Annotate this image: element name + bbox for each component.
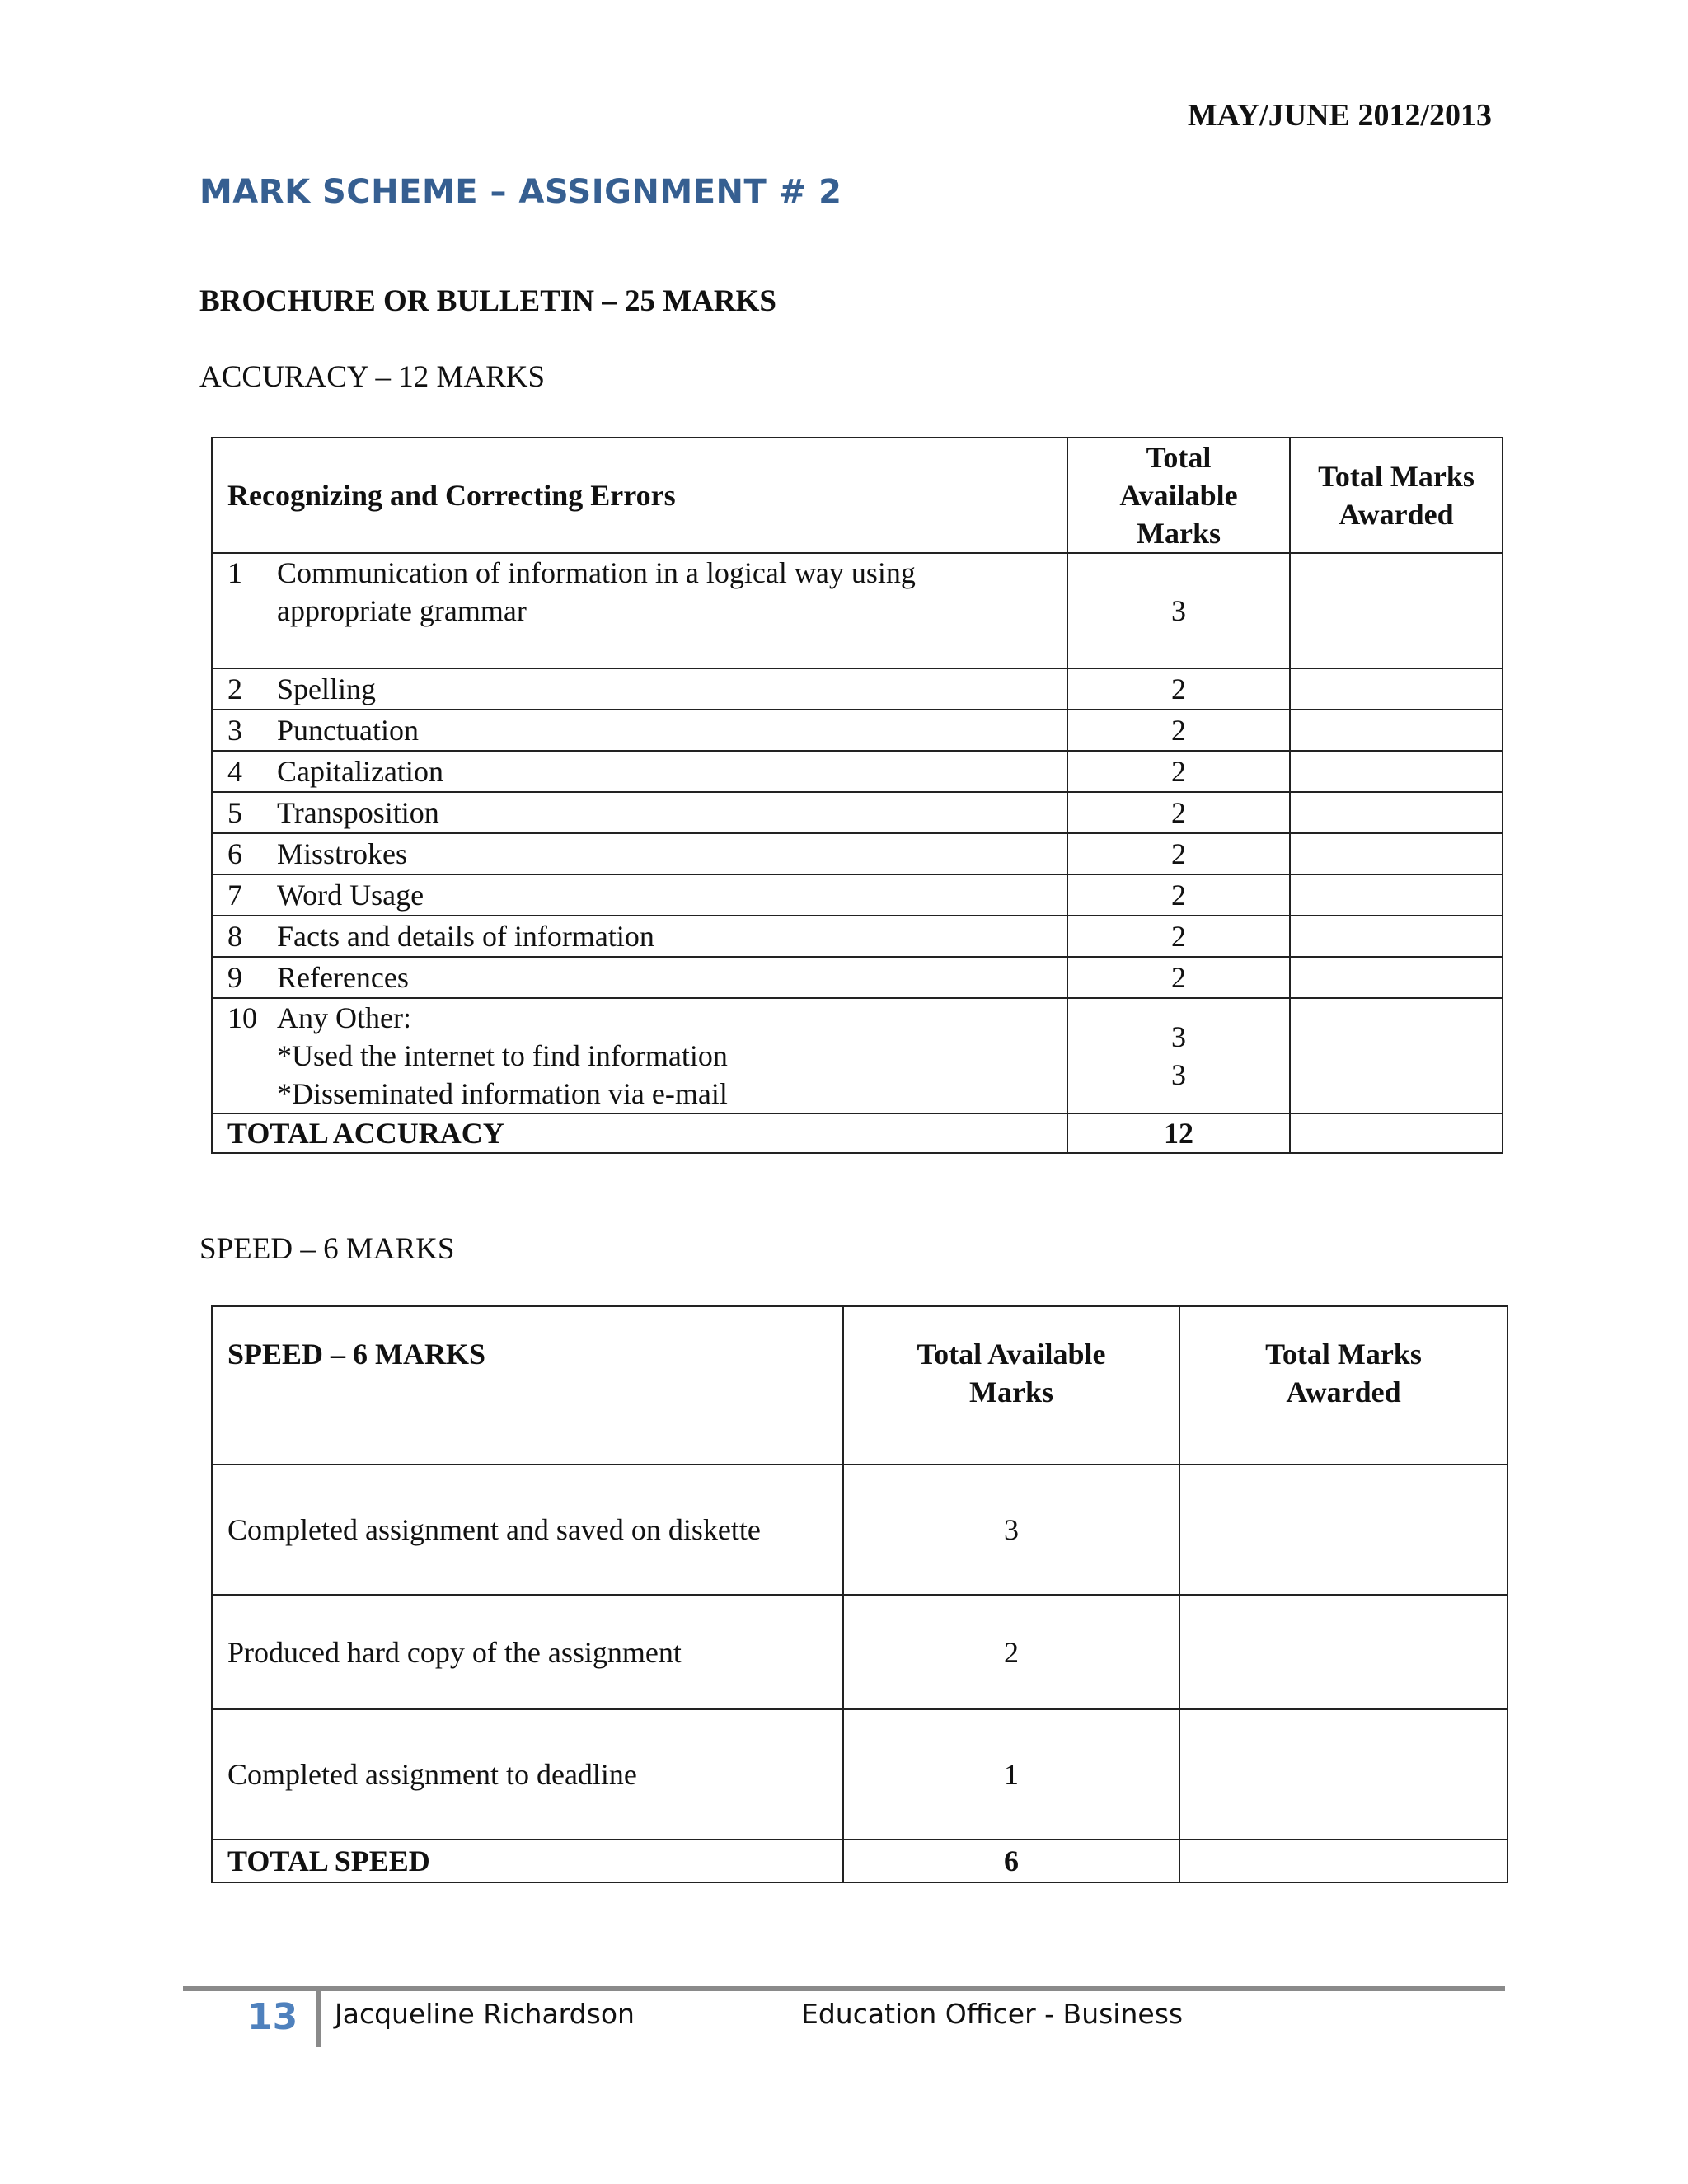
table-header-row	[212, 1306, 1507, 1465]
column-header-criteria: SPEED – 6 MARKS	[212, 1306, 843, 1465]
total-label: TOTAL SPEED	[212, 1840, 843, 1882]
item-number: 1	[227, 556, 242, 589]
footer-vertical-divider	[316, 1991, 321, 2047]
awarded-marks-cell[interactable]	[1290, 957, 1503, 998]
available-marks-cell: 2	[843, 1595, 1179, 1709]
available-marks-cell	[1067, 998, 1290, 1113]
criteria-cell	[212, 668, 1067, 710]
available-marks-cell: 2	[1067, 792, 1290, 833]
column-header-criteria: Recognizing and Correcting Errors	[212, 438, 1067, 553]
header-line: Total	[1146, 441, 1212, 474]
total-awarded-cell[interactable]	[1290, 1113, 1503, 1153]
awarded-marks-cell[interactable]	[1290, 998, 1503, 1113]
criteria-cell	[212, 957, 1067, 998]
awarded-marks-cell[interactable]	[1290, 710, 1503, 751]
item-label: Word Usage	[277, 879, 424, 912]
item-label: Transposition	[277, 796, 439, 829]
table-row	[212, 553, 1503, 668]
item-number: 10	[227, 1001, 257, 1034]
item-sub-label: *Disseminated information via e-mail	[277, 1077, 728, 1110]
total-label: TOTAL ACCURACY	[212, 1113, 1067, 1153]
column-header-available	[1067, 438, 1290, 553]
criteria-cell	[212, 751, 1067, 792]
available-marks-cell: 2	[1067, 833, 1290, 874]
table-row	[212, 668, 1503, 710]
table-row	[212, 751, 1503, 792]
header-line: Awarded	[1286, 1376, 1401, 1408]
available-marks-cell: 2	[1067, 710, 1290, 751]
item-label: References	[277, 961, 409, 994]
criteria-cell	[212, 998, 1067, 1113]
item-number: 3	[227, 714, 242, 747]
table-row	[212, 833, 1503, 874]
criteria-cell: Produced hard copy of the assignment	[212, 1595, 843, 1709]
item-number: 9	[227, 961, 242, 994]
available-marks-cell: 3	[843, 1465, 1179, 1595]
available-marks-cell: 2	[1067, 751, 1290, 792]
awarded-marks-cell[interactable]	[1290, 668, 1503, 710]
page-title: MARK SCHEME – ASSIGNMENT # 2	[199, 173, 842, 211]
awarded-marks-cell[interactable]	[1179, 1465, 1507, 1595]
available-marks-cell: 2	[1067, 957, 1290, 998]
item-label: Punctuation	[277, 714, 419, 747]
criteria-cell: Completed assignment to deadline	[212, 1709, 843, 1840]
table-row	[212, 916, 1503, 957]
awarded-marks-cell[interactable]	[1290, 792, 1503, 833]
available-marks-cell: 2	[1067, 874, 1290, 916]
awarded-marks-cell[interactable]	[1179, 1709, 1507, 1840]
item-number: 2	[227, 673, 242, 705]
item-label: Communication of information in a logical way using	[277, 556, 916, 589]
awarded-marks-cell[interactable]	[1179, 1595, 1507, 1709]
awarded-marks-cell[interactable]	[1290, 916, 1503, 957]
column-header-awarded	[1290, 438, 1503, 553]
table-row	[212, 710, 1503, 751]
available-marks-cell: 1	[843, 1709, 1179, 1840]
criteria-cell	[212, 792, 1067, 833]
table-row	[212, 1465, 1507, 1595]
total-value: 12	[1067, 1113, 1290, 1153]
available-marks-cell: 3	[1067, 553, 1290, 668]
total-value: 6	[843, 1840, 1179, 1882]
criteria-cell: Completed assignment and saved on diskette	[212, 1465, 843, 1595]
column-header-available	[843, 1306, 1179, 1465]
page-number: 13	[247, 1996, 298, 2038]
document-date: MAY/JUNE 2012/2013	[1187, 98, 1492, 133]
table-row	[212, 957, 1503, 998]
section-heading: BROCHURE OR BULLETIN – 25 MARKS	[199, 284, 777, 318]
accuracy-subtitle: ACCURACY – 12 MARKS	[199, 360, 546, 394]
footer-divider	[183, 1986, 1505, 1991]
header-line: Total Marks	[1318, 460, 1475, 493]
footer-role: Education Officer - Business	[801, 1998, 1184, 2030]
table-row	[212, 1595, 1507, 1709]
marks-value: 3	[1171, 1020, 1186, 1053]
column-header-awarded	[1179, 1306, 1507, 1465]
available-marks-cell: 2	[1067, 916, 1290, 957]
item-label: Any Other:	[277, 1001, 411, 1034]
item-number: 4	[227, 755, 242, 788]
marks-value: 3	[1171, 1058, 1186, 1091]
awarded-marks-cell[interactable]	[1290, 874, 1503, 916]
awarded-marks-cell[interactable]	[1290, 751, 1503, 792]
awarded-marks-cell[interactable]	[1290, 833, 1503, 874]
item-label: Spelling	[277, 673, 377, 705]
header-line: Total Available	[917, 1338, 1106, 1371]
table-row	[212, 792, 1503, 833]
header-line: Marks	[1137, 517, 1221, 550]
criteria-cell	[212, 874, 1067, 916]
header-line: Total Marks	[1265, 1338, 1422, 1371]
criteria-cell	[212, 553, 1067, 668]
item-label: Facts and details of information	[277, 920, 654, 953]
item-label: Misstrokes	[277, 837, 408, 870]
available-marks-cell: 2	[1067, 668, 1290, 710]
header-line: Marks	[969, 1376, 1053, 1408]
total-row	[212, 1840, 1507, 1882]
table-row	[212, 874, 1503, 916]
criteria-cell	[212, 710, 1067, 751]
criteria-cell	[212, 916, 1067, 957]
total-awarded-cell[interactable]	[1179, 1840, 1507, 1882]
item-number: 6	[227, 837, 242, 870]
table-row	[212, 998, 1503, 1113]
table-row	[212, 1709, 1507, 1840]
header-line: Available	[1119, 479, 1238, 512]
item-label-continued: appropriate grammar	[277, 594, 527, 627]
item-number: 5	[227, 796, 242, 829]
item-sub-label: *Used the internet to find information	[277, 1039, 728, 1072]
total-row	[212, 1113, 1503, 1153]
table-header-row	[212, 438, 1503, 553]
item-number: 8	[227, 920, 242, 953]
item-number: 7	[227, 879, 242, 912]
footer-author: Jacqueline Richardson	[335, 1998, 635, 2030]
speed-table	[211, 1305, 1508, 1883]
speed-subtitle: SPEED – 6 MARKS	[199, 1232, 455, 1266]
header-line: Awarded	[1339, 498, 1454, 531]
awarded-marks-cell[interactable]	[1290, 553, 1503, 668]
accuracy-table	[211, 437, 1503, 1154]
criteria-cell	[212, 833, 1067, 874]
item-label: Capitalization	[277, 755, 443, 788]
